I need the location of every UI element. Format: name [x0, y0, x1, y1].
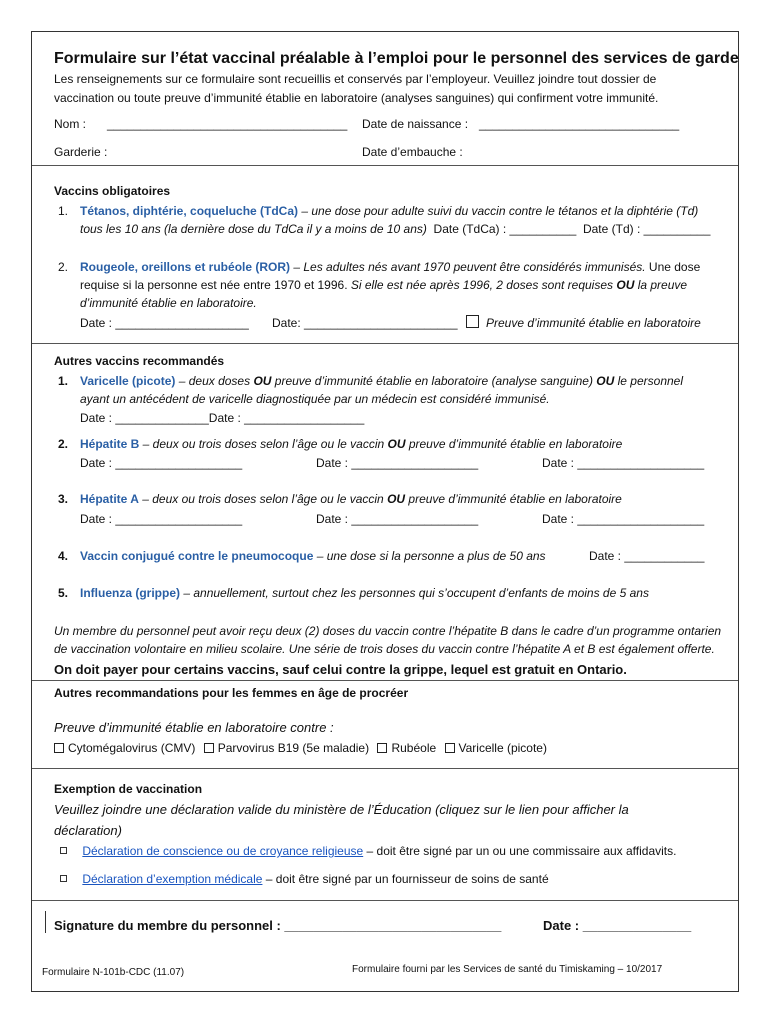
women-proof-label: Preuve d’immunité établie en laboratoire contre : [54, 720, 334, 735]
divider [32, 165, 738, 166]
exemption-heading: Exemption de vaccination [54, 782, 203, 796]
checkbox-icon [466, 315, 479, 328]
varicelle-desc-b: preuve d’immunité établie en laboratoire (analyse sanguine) [271, 374, 597, 388]
form-code: Formulaire N-101b-CDC (11.07) [42, 967, 185, 978]
ror-description-3: d’immunité établie en laboratoire. [80, 296, 257, 310]
checkbox-icon [204, 743, 214, 753]
ror-or: OU [616, 278, 635, 292]
option-varicelle[interactable] [445, 741, 547, 755]
option-cmv-label: Cytomégalovirus (CMV) [68, 741, 196, 755]
mandatory-item-1-line-2 [80, 222, 710, 237]
hepb-vaccine-name: Hépatite B [80, 437, 140, 451]
nom-field[interactable]: ____________________________________ [107, 117, 348, 131]
embauche-label: Date d’embauche : [362, 145, 463, 159]
divider [32, 343, 738, 344]
recommended-item-5 [58, 586, 649, 601]
recommended-item-2-line-1 [58, 437, 622, 452]
ror-date-field-1[interactable]: Date : ____________________ [80, 316, 249, 330]
varicelle-desc-2: ayant un antécédent de varicelle diagnostiquée par un médecin est considéré immunisé. [80, 392, 550, 406]
ror-description: – Les adultes nés avant 1970 peuvent être considérés immunisés. [290, 260, 646, 274]
option-parvovirus-label: Parvovirus B19 (5e maladie) [217, 741, 370, 755]
exemption-medical-row [60, 872, 549, 887]
varicelle-vaccine-name: Varicelle (picote) [80, 374, 176, 388]
option-rubeole-label: Rubéole [391, 741, 437, 755]
item-number: 4. [58, 549, 69, 563]
ror-date-field-2[interactable]: Date: _______________________ [272, 316, 458, 330]
signature-date-field[interactable]: _______________ [582, 918, 692, 933]
option-parvovirus[interactable] [204, 741, 369, 755]
hepa-date-field-3[interactable]: Date : ___________________ [542, 512, 705, 526]
signature-date-label: Date : [543, 918, 583, 933]
divider [32, 680, 738, 681]
religious-declaration-suffix: – doit être signé par un ou une commissaire aux affidavits. [363, 844, 677, 858]
hepa-or: OU [387, 492, 406, 506]
ror-vaccine-name: Rougeole, oreillons et rubéole (ROR) [80, 260, 291, 274]
intro-line-2: vaccination ou toute preuve d’immunité établie en laboratoire (analyses sanguines) qui confirment votre immunité. [54, 91, 659, 105]
tdca-description: – une dose pour adulte suivi du vaccin contre le tétanos et la diphtérie (Td) [298, 204, 699, 218]
mandatory-item-1-line-1 [58, 204, 698, 219]
td-date-field[interactable]: Date (Td) : __________ [582, 222, 711, 236]
intro-line-1: Les renseignements sur ce formulaire sont recueillis et conservés par l’employeur. Veuillez joindre tout dossier de [54, 72, 657, 86]
varicelle-or-2: OU [596, 374, 615, 388]
pneumo-desc: – une dose si la personne a plus de 50 ans [313, 549, 546, 563]
item-number: 2. [58, 437, 69, 451]
medical-exemption-link[interactable]: Déclaration d’exemption médicale [82, 872, 263, 886]
exemption-desc-2: déclaration) [54, 823, 122, 838]
item-number: 1. [58, 374, 69, 388]
tdca-vaccine-name: Tétanos, diphtérie, coqueluche (TdCa) [80, 204, 299, 218]
checkbox-icon [54, 743, 64, 753]
ror-description-b: Une dose [645, 260, 701, 274]
item-number: 3. [58, 492, 69, 506]
item-number: 1. [58, 204, 69, 218]
exemption-desc-1: Veuillez joindre une déclaration valide du ministère de l’Éducation (cliquez sur le lien pour afficher la [54, 802, 629, 817]
varicelle-date-fields[interactable]: Date : ______________Date : __________________ [80, 411, 365, 425]
religious-declaration-link[interactable]: Déclaration de conscience ou de croyance religieuse [82, 844, 364, 858]
varicelle-or-1: OU [253, 374, 272, 388]
hep-note-2: de vaccination volontaire en milieu scolaire. Une série de trois doses du vaccin contre l’hépatite A et B est également offerte. [54, 642, 715, 656]
garderie-label: Garderie : [54, 145, 108, 159]
signature-label: Signature du membre du personnel : [54, 918, 285, 933]
hepa-vaccine-name: Hépatite A [80, 492, 139, 506]
divider [32, 900, 738, 901]
provided-by: Formulaire fourni par les Services de santé du Timiskaming – 10/2017 [352, 964, 663, 975]
mandatory-heading: Vaccins obligatoires [54, 184, 171, 198]
option-cmv[interactable] [54, 741, 195, 755]
hepb-desc-a: – deux ou trois doses selon l’âge ou le vaccin [139, 437, 388, 451]
item-number: 5. [58, 586, 69, 600]
item-number: 2. [58, 260, 69, 274]
form-frame [31, 31, 739, 992]
hepb-date-field-2[interactable]: Date : ___________________ [316, 456, 479, 470]
influenza-vaccine-name: Influenza (grippe) [80, 586, 180, 600]
signature-marker [45, 911, 46, 933]
checkbox-icon [445, 743, 455, 753]
recommended-item-4 [58, 549, 546, 564]
hepb-desc-b: preuve d’immunité établie en laboratoire [405, 437, 623, 451]
ror-lab-proof-checkbox[interactable] [466, 315, 701, 331]
tdca-date-field[interactable]: Date (TdCa) : __________ [433, 222, 577, 236]
mandatory-item-2-line-2 [80, 278, 687, 293]
hepa-date-field-1[interactable]: Date : ___________________ [80, 512, 243, 526]
signature-date-row [543, 917, 691, 934]
hepa-date-field-2[interactable]: Date : ___________________ [316, 512, 479, 526]
option-rubeole[interactable] [377, 741, 436, 755]
varicelle-desc-c: le personnel [614, 374, 684, 388]
tdca-description-2: tous les 10 ans (la dernière dose du TdCa il y a moins de 10 ans) [80, 222, 427, 236]
recommended-item-3-line-1 [58, 492, 622, 507]
influenza-desc: – annuellement, surtout chez les personnes qui s’occupent d’enfants de moins de 5 ans [180, 586, 649, 600]
medical-exemption-suffix: – doit être signé par un fournisseur de soins de santé [262, 872, 549, 886]
ror-description-2b: Si elle est née après 1996, 2 doses sont requises [350, 278, 617, 292]
option-varicelle-label: Varicelle (picote) [458, 741, 547, 755]
checkbox-icon [377, 743, 387, 753]
women-heading: Autres recommandations pour les femmes en âge de procréer [54, 686, 409, 700]
dob-field[interactable]: ______________________________ [479, 117, 680, 131]
mandatory-item-2-line-1 [58, 260, 700, 275]
varicelle-desc-a: – deux doses [175, 374, 254, 388]
ror-lab-proof-label: Preuve d’immunité établie en laboratoire [486, 316, 701, 330]
hepb-or: OU [387, 437, 406, 451]
pneumo-date-field[interactable]: Date : ____________ [589, 549, 705, 563]
payment-note: On doit payer pour certains vaccins, sauf celui contre la grippe, lequel est gratuit en Ontario. [54, 662, 627, 677]
divider [32, 768, 738, 769]
hepb-date-field-1[interactable]: Date : ___________________ [80, 456, 243, 470]
pneumo-vaccine-name: Vaccin conjugué contre le pneumocoque [80, 549, 314, 563]
recommended-item-1-line-1 [58, 374, 683, 389]
nom-label: Nom : [54, 117, 87, 131]
women-options [54, 741, 547, 756]
checkbox-icon[interactable] [60, 875, 67, 882]
hepb-date-field-3[interactable]: Date : ___________________ [542, 456, 705, 470]
hepa-desc-b: preuve d’immunité établie en laboratoire [405, 492, 622, 506]
signature-row [54, 917, 501, 934]
page-title: Formulaire sur l’état vaccinal préalable à l’emploi pour le personnel des services de garde [54, 50, 739, 67]
dob-label: Date de naissance : [362, 117, 469, 131]
hep-note-1: Un membre du personnel peut avoir reçu deux (2) doses du vaccin contre l’hépatite B dans le cadre d’un programme ontarien [54, 624, 722, 638]
recommended-heading: Autres vaccins recommandés [54, 354, 225, 368]
checkbox-icon[interactable] [60, 847, 67, 854]
ror-description-2c: la preuve [634, 278, 688, 292]
signature-field[interactable]: ______________________________ [284, 918, 502, 933]
exemption-religious-row [60, 844, 676, 859]
hepa-desc-a: – deux ou trois doses selon l’âge ou le vaccin [138, 492, 388, 506]
ror-description-2a: requise si la personne est née entre 1970 et 1996. [80, 278, 351, 292]
